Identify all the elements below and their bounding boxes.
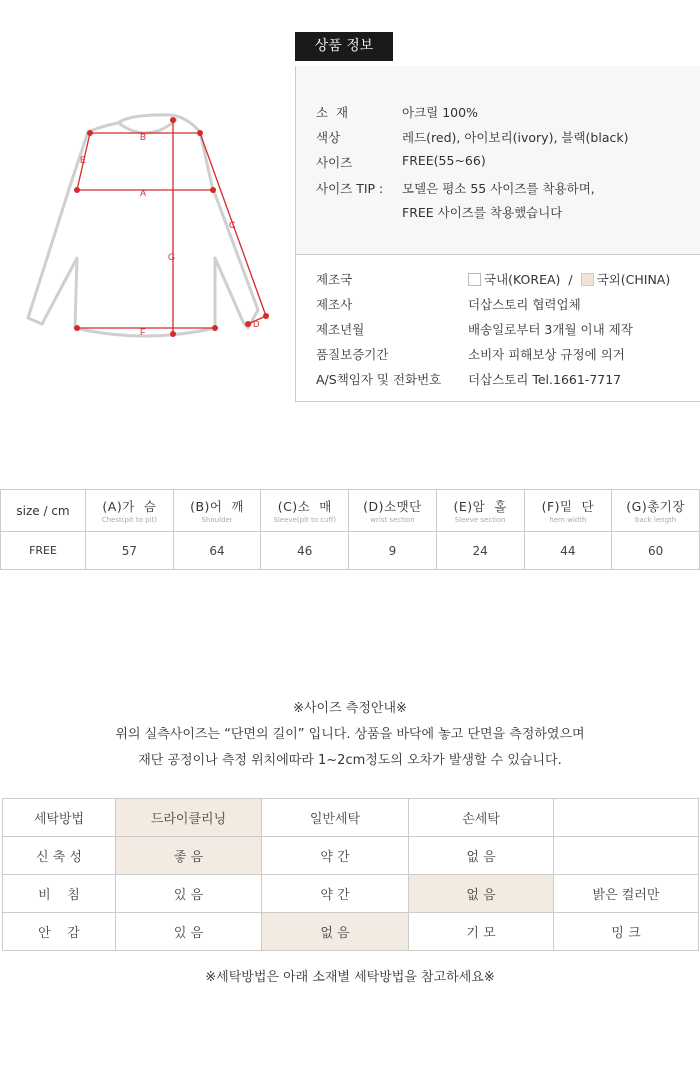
care-cell: 있 음 (116, 875, 262, 913)
care-cell: 밍 크 (554, 913, 699, 951)
column-sleeve (261, 490, 349, 532)
column-main: (B)어 깨 (190, 499, 245, 514)
measure-point (87, 130, 93, 136)
care-guide-note: ※세탁방법은 아래 소재별 세탁방법을 참고하세요※ (205, 970, 495, 985)
maker-key: 제조사 (316, 297, 353, 312)
size-cell: 64 (173, 532, 261, 570)
column-wrist (349, 490, 437, 532)
size-cell: 9 (349, 532, 437, 570)
size-cell: 46 (261, 532, 349, 570)
maker-key: A/S책임자 및 전화번호 (316, 372, 442, 387)
maker-value: 더삽스토리 Tel.1661-7717 (468, 372, 622, 387)
measure-point (74, 187, 80, 193)
care-row-label: 세탁방법 (3, 799, 116, 837)
sweater-measurement-diagram (20, 110, 282, 350)
measure-point (212, 325, 218, 331)
country-china-label: 국외(CHINA) (596, 272, 671, 287)
product-info-title: 상품 정보 (295, 32, 393, 61)
spec-value: FREE(55~66) (402, 153, 486, 168)
care-cell: 약 간 (262, 837, 409, 875)
column-armhole (436, 490, 524, 532)
measure-point (74, 325, 80, 331)
checkbox-china (581, 273, 594, 286)
column-main: (C)소 매 (277, 499, 332, 514)
measure-guide-line2: 재단 공정이나 측정 위치에따라 1~2cm정도의 오차가 발생할 수 있습니다. (138, 753, 562, 768)
care-row-stretch (3, 837, 699, 875)
maker-key: 제조년월 (316, 322, 365, 337)
info-divider (296, 254, 700, 255)
label-c: C (229, 220, 236, 230)
care-cell: 있 음 (116, 913, 262, 951)
care-row-seethrough (3, 875, 699, 913)
care-cell-selected: 없 음 (262, 913, 409, 951)
care-cell: 약 간 (262, 875, 409, 913)
label-f: F (140, 327, 146, 337)
column-main: (E)암 홀 (453, 499, 507, 514)
spec-key: 소 재 (316, 105, 349, 120)
care-row-label: 신 축 성 (3, 837, 116, 875)
measure-labels (80, 132, 260, 337)
measure-point (170, 331, 176, 337)
care-table (2, 798, 699, 951)
size-corner-label: size / cm (1, 490, 86, 532)
size-cell: 60 (612, 532, 700, 570)
label-a: A (140, 188, 147, 198)
measure-point (197, 130, 203, 136)
label-e: E (80, 155, 87, 165)
size-cell: 44 (524, 532, 612, 570)
column-sub: Sleeve section (454, 516, 506, 524)
sweater-outline (28, 115, 258, 336)
care-cell-selected: 드라이클리닝 (116, 799, 262, 837)
size-table-header (1, 490, 700, 532)
size-cell: 57 (86, 532, 174, 570)
country-korea-label: 국내(KOREA) (484, 272, 561, 287)
care-row-lining (3, 913, 699, 951)
column-hem (524, 490, 612, 532)
checkbox-korea (468, 273, 481, 286)
care-row-wash (3, 799, 699, 837)
column-main: (A)가 슴 (102, 499, 157, 514)
measure-guide-line1: 위의 실측사이즈는 “단면의 길이” 입니다. 상품을 바닥에 놓고 단면을 측정하였으며 (115, 727, 585, 742)
column-main: (F)밑 단 (541, 499, 595, 514)
column-sub: Shoulder (201, 516, 233, 524)
care-cell: 없 음 (409, 837, 554, 875)
maker-key: 제조국 (316, 272, 353, 287)
care-cell: 밝은 컬러만 (554, 875, 699, 913)
spec-value-line2: FREE 사이즈를 착용했습니다 (402, 205, 563, 220)
maker-value: 배송일로부터 3개월 이내 제작 (468, 322, 633, 337)
spec-key: 사이즈 (316, 155, 353, 170)
maker-value: 더삽스토리 협력업체 (468, 297, 581, 312)
label-d: D (253, 319, 260, 329)
measure-point (210, 187, 216, 193)
care-cell (554, 799, 699, 837)
measure-point (263, 313, 269, 319)
product-info-box (295, 66, 700, 402)
spec-value: 모델은 평소 55 사이즈를 착용하며, (402, 181, 595, 196)
column-sub: back length (635, 516, 677, 524)
column-shoulder (173, 490, 261, 532)
spec-key: 사이즈 TIP : (316, 181, 384, 196)
care-row-label: 안 감 (3, 913, 116, 951)
column-main: (D)소맷단 (363, 499, 422, 514)
size-cell: 24 (436, 532, 524, 570)
label-g: G (168, 252, 176, 262)
care-cell: 손세탁 (409, 799, 554, 837)
column-sub: hem width (549, 516, 587, 524)
column-length (612, 490, 700, 532)
measure-point (245, 321, 251, 327)
size-table (0, 489, 700, 570)
column-sub: Chest(pit to pit) (101, 516, 157, 524)
size-row-free (1, 532, 700, 570)
slash-separator: / (568, 272, 573, 287)
measure-point (170, 117, 176, 123)
care-cell-selected: 좋 음 (116, 837, 262, 875)
column-sub: wrist section (370, 516, 415, 524)
label-b: B (140, 132, 147, 142)
care-cell: 기 모 (409, 913, 554, 951)
care-cell (554, 837, 699, 875)
care-cell-selected: 없 음 (409, 875, 554, 913)
column-chest (86, 490, 174, 532)
maker-value: 소비자 피해보상 규정에 의거 (468, 347, 625, 362)
measure-guide-title: ※사이즈 측정안내※ (293, 701, 407, 716)
size-name: FREE (1, 532, 86, 570)
measure-lines (77, 120, 266, 334)
spec-key: 색상 (316, 130, 341, 145)
column-sub: Sleeve(pit to cuff) (273, 516, 337, 524)
measure-points (74, 117, 269, 337)
country-options (468, 270, 670, 288)
spec-panel (296, 66, 700, 254)
spec-value: 레드(red), 아이보리(ivory), 블랙(black) (402, 130, 629, 145)
sweater-body-outline (28, 115, 258, 336)
sweater-neckline (120, 120, 176, 133)
spec-value: 아크릴 100% (402, 105, 478, 120)
care-cell: 일반세탁 (262, 799, 409, 837)
column-main: (G)총기장 (626, 499, 685, 514)
care-row-label: 비 침 (3, 875, 116, 913)
maker-key: 품질보증기간 (316, 347, 389, 362)
